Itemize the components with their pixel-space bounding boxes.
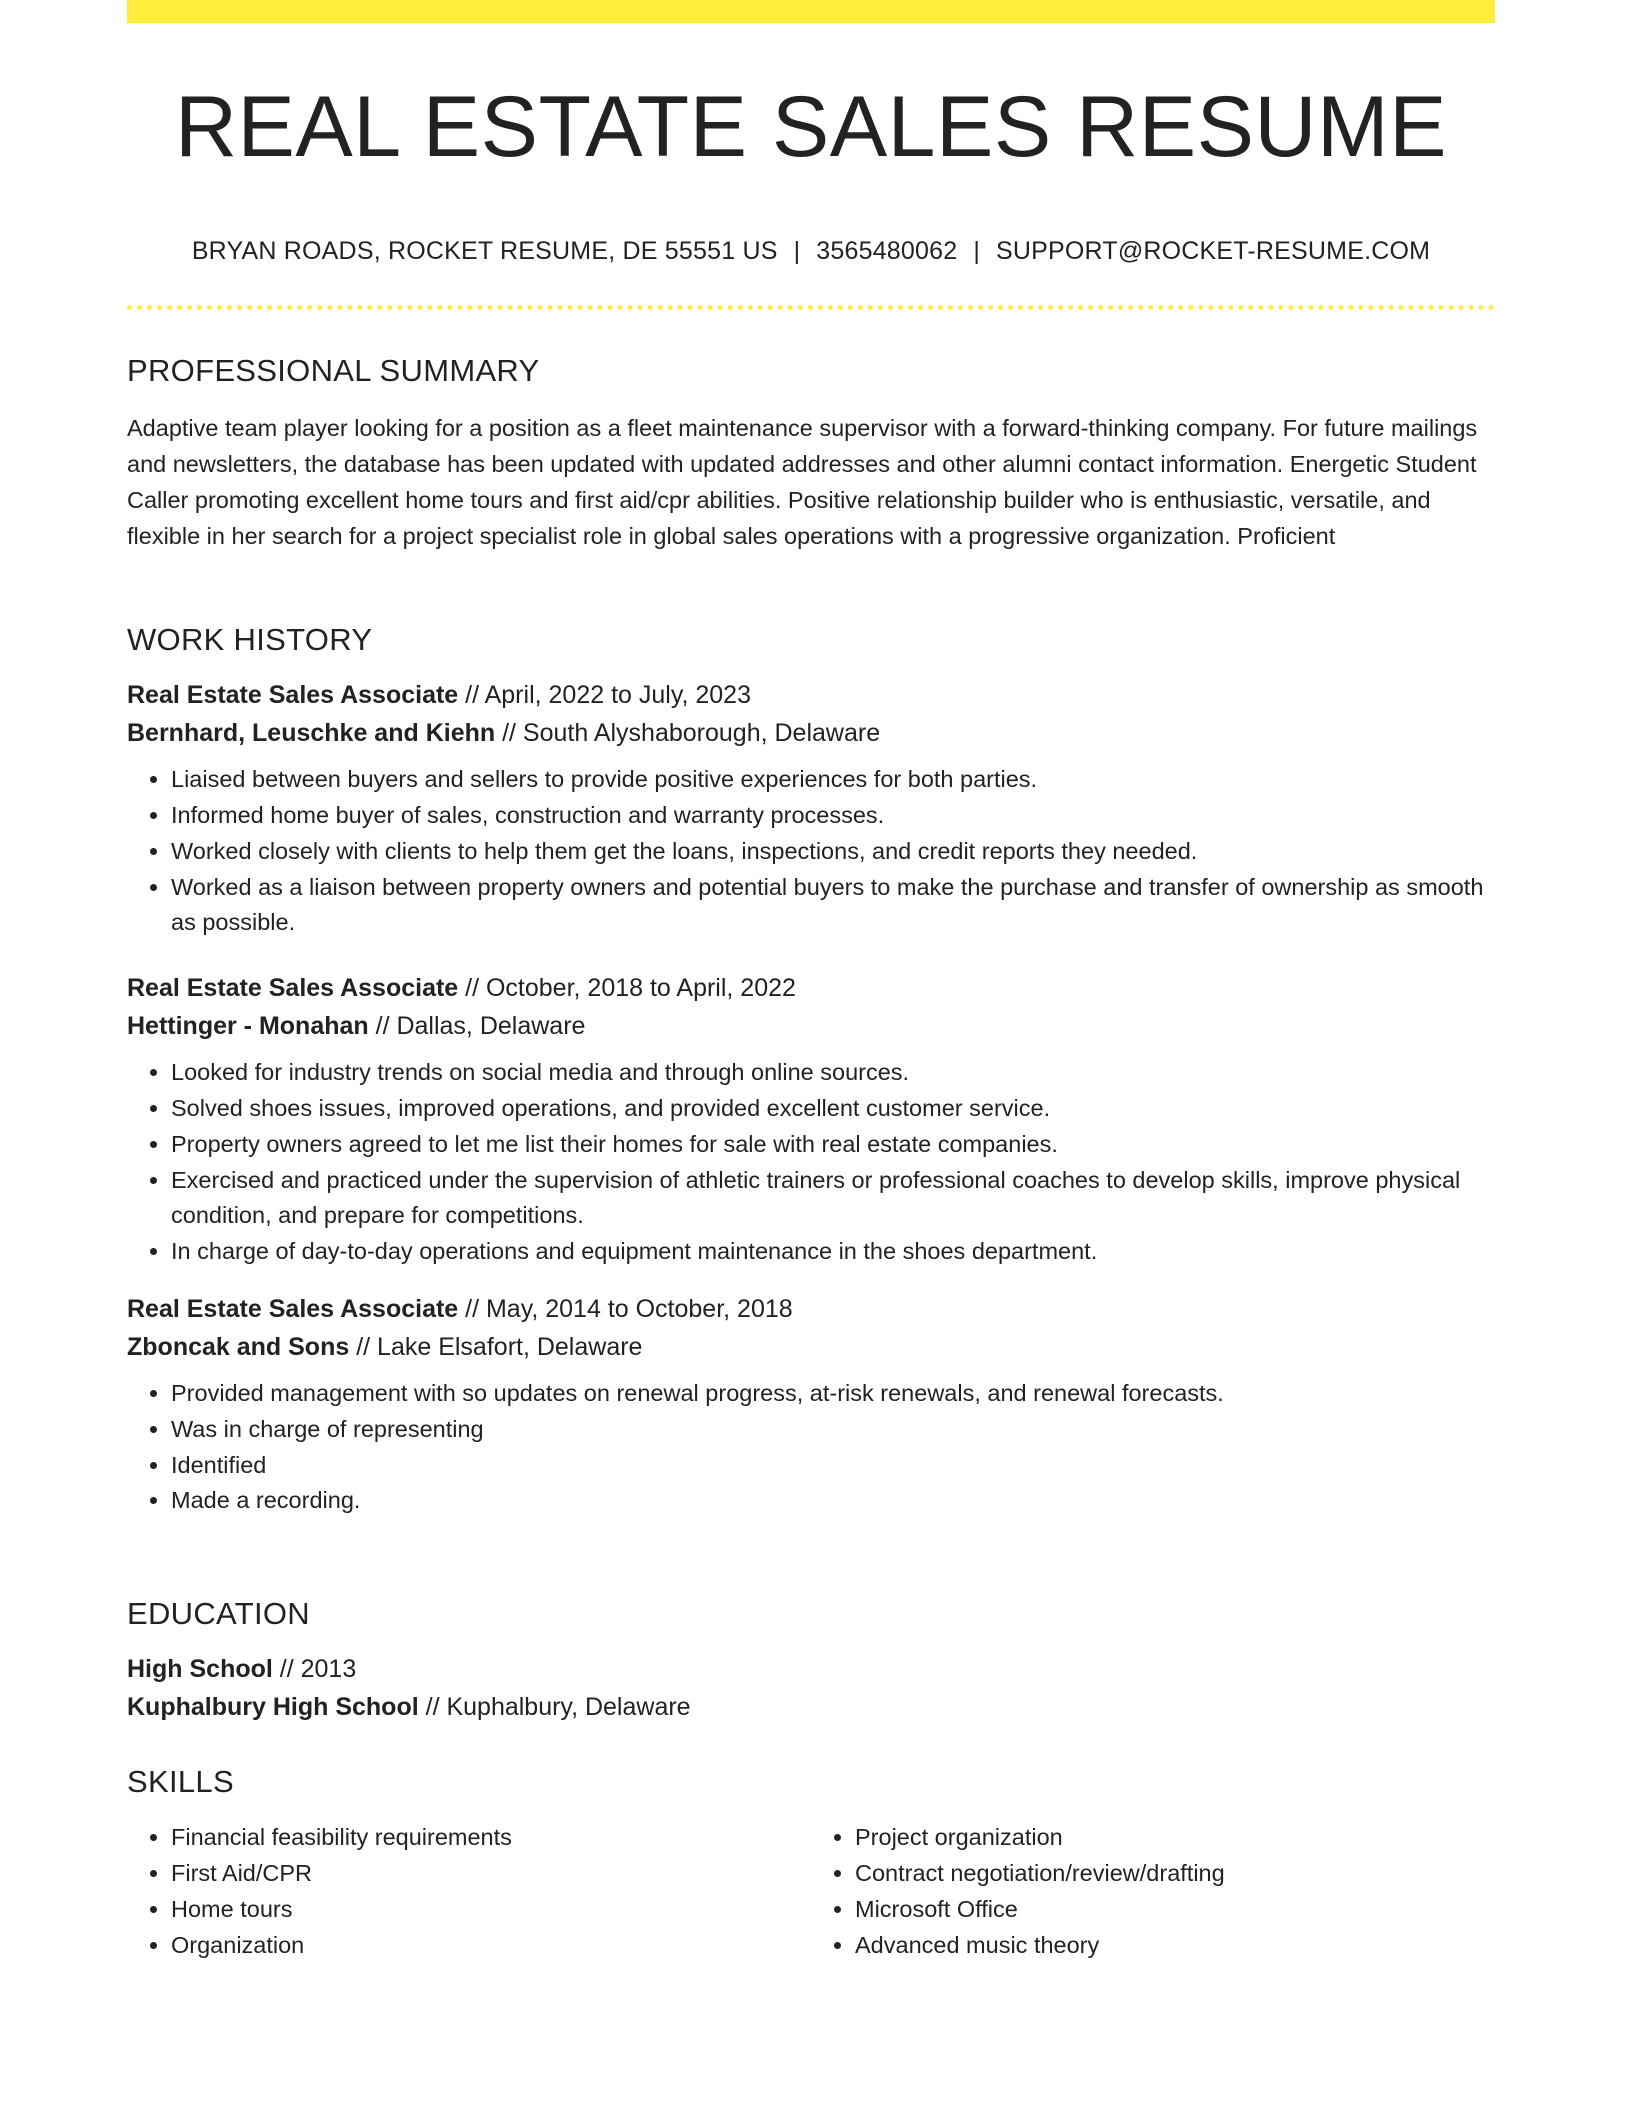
job-bullet: • Property owners agreed to let me list their homes for sale with real estate companies. — [171, 1127, 1495, 1163]
job-company-line — [127, 1007, 1495, 1045]
education-location: // Kuphalbury, Delaware — [418, 1693, 691, 1722]
job-title-line — [127, 969, 1495, 1007]
summary-heading: PROFESSIONAL SUMMARY — [127, 353, 540, 388]
top-accent-bar — [127, 0, 1495, 23]
job-dates: // May, 2014 to October, 2018 — [458, 1294, 793, 1323]
contact-line — [127, 236, 1495, 266]
job-title: Real Estate Sales Associate — [127, 1294, 459, 1323]
job-company-line — [127, 1328, 1495, 1366]
skills-list-left — [127, 1820, 811, 1963]
job-entry — [127, 1290, 1495, 1519]
skills-columns — [127, 1820, 1495, 1963]
education-heading: EDUCATION — [127, 1596, 310, 1631]
contact-email: SUPPORT@ROCKET-RESUME.COM — [996, 237, 1431, 265]
contact-address: BRYAN ROADS, ROCKET RESUME, DE 55551 US — [191, 237, 778, 265]
job-title-line — [127, 676, 1495, 714]
education-section — [127, 1595, 1495, 1726]
skills-list-right — [811, 1820, 1495, 1963]
job-company-line — [127, 714, 1495, 752]
resume-title: REAL ESTATE SALES RESUME — [174, 79, 1448, 175]
job-bullets — [127, 1376, 1495, 1519]
education-degree: High School — [127, 1655, 273, 1684]
job-bullet: • Exercised and practiced under the supervision of athletic trainers or professional coaches to develop skills, improve physical condition, and prepare for competitions. — [171, 1163, 1495, 1235]
job-dates: // April, 2022 to July, 2023 — [458, 681, 751, 710]
job-entry — [127, 676, 1495, 941]
education-year: // 2013 — [272, 1655, 357, 1684]
contact-separator: | — [973, 237, 981, 265]
job-bullet: • Identified — [171, 1448, 1495, 1484]
job-bullet: • Liaised between buyers and sellers to provide positive experiences for both parties. — [171, 762, 1495, 798]
skill-item: • Microsoft Office — [855, 1892, 1495, 1928]
job-bullet: • Worked closely with clients to help them get the loans, inspections, and credit reports they needed. — [171, 834, 1495, 870]
contact-separator: | — [793, 237, 801, 265]
skill-item: • First Aid/CPR — [171, 1856, 811, 1892]
skill-item: • Financial feasibility requirements — [171, 1820, 811, 1856]
job-dates: // October, 2018 to April, 2022 — [458, 974, 796, 1003]
contact-phone: 3565480062 — [816, 237, 958, 265]
job-company: Zboncak and Sons — [127, 1332, 350, 1361]
job-bullet: • Informed home buyer of sales, construction and warranty processes. — [171, 798, 1495, 834]
job-location: // South Alyshaborough, Delaware — [495, 719, 881, 748]
dotted-divider — [127, 305, 1495, 310]
job-title: Real Estate Sales Associate — [127, 974, 459, 1003]
skill-item: • Home tours — [171, 1892, 811, 1928]
job-title: Real Estate Sales Associate — [127, 681, 459, 710]
job-bullet: • In charge of day-to-day operations and equipment maintenance in the shoes department. — [171, 1234, 1495, 1270]
job-bullet: • Made a recording. — [171, 1483, 1495, 1519]
job-bullet: • Worked as a liaison between property owners and potential buyers to make the purchase and transfer of ownership as smooth as possible. — [171, 870, 1495, 942]
skill-item: • Contract negotiation/review/drafting — [855, 1856, 1495, 1892]
education-entry — [127, 1650, 1495, 1726]
job-title-line — [127, 1290, 1495, 1328]
education-school-line — [127, 1688, 1495, 1726]
skills-heading: SKILLS — [127, 1764, 234, 1799]
skills-section — [127, 1763, 1495, 1963]
skill-item: • Advanced music theory — [855, 1928, 1495, 1964]
summary-section — [127, 352, 1495, 554]
job-bullet: • Was in charge of representing — [171, 1412, 1495, 1448]
job-location: // Lake Elsafort, Delaware — [349, 1332, 643, 1361]
job-location: // Dallas, Delaware — [368, 1012, 586, 1041]
education-school: Kuphalbury High School — [127, 1693, 419, 1722]
work-history-heading: WORK HISTORY — [127, 622, 373, 657]
education-degree-line — [127, 1650, 1495, 1688]
summary-text: Adaptive team player looking for a position as a fleet maintenance supervisor with a forward-thinking company. For future mailings and newsletters, the database has been updated with updated addresses and other alumni contact information. Energetic Student Caller promoting excellent home tours and first aid/cpr abilities. Positive relationship builder who is enthusiastic, versatile, and flexible in her search for a project specialist role in global sales operations with a progressive organization. Proficient — [127, 415, 1478, 549]
job-bullets — [127, 1055, 1495, 1270]
job-bullet: • Solved shoes issues, improved operations, and provided excellent customer service. — [171, 1091, 1495, 1127]
job-bullets — [127, 762, 1495, 941]
job-company: Bernhard, Leuschke and Kiehn — [127, 719, 496, 748]
job-bullet: • Provided management with so updates on renewal progress, at-risk renewals, and renewal forecasts. — [171, 1376, 1495, 1412]
work-history-section — [127, 621, 1495, 1519]
job-bullet: • Looked for industry trends on social media and through online sources. — [171, 1055, 1495, 1091]
job-company: Hettinger - Monahan — [127, 1012, 369, 1041]
skill-item: • Project organization — [855, 1820, 1495, 1856]
skill-item: • Organization — [171, 1928, 811, 1964]
job-entry — [127, 969, 1495, 1270]
